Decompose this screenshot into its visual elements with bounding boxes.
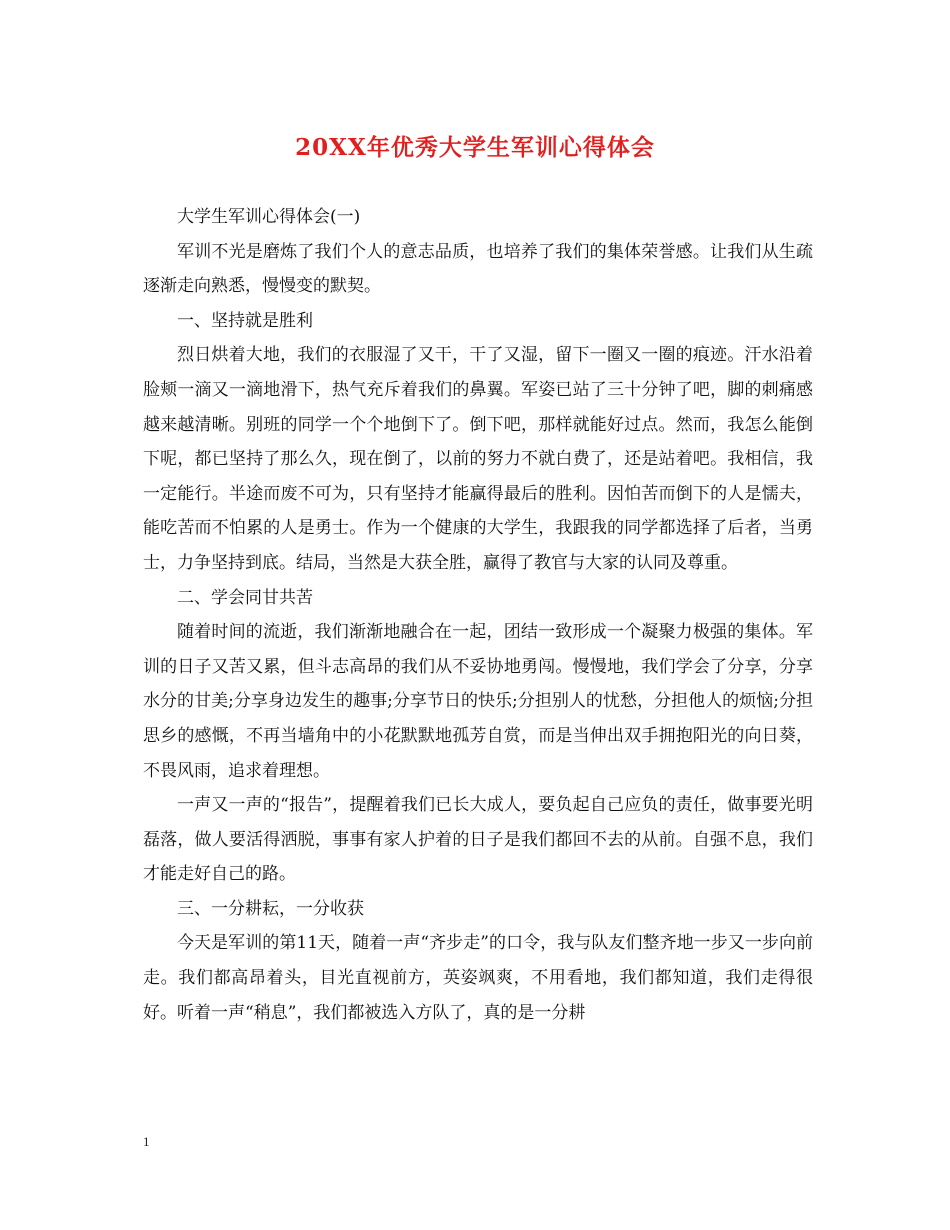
document-body (143, 200, 813, 1030)
section-heading: 三、一分耕耘，一分收获 (177, 898, 364, 919)
body-paragraph: 烈日烘着大地，我们的衣服湿了又干，干了又湿，留下一圈又一圈的痕迹。汗水沿着脸颊一滴又一滴地滑下，热气充斥着我们的鼻翼。军姿已站了三十分钟了吧，脚的刺痛感越来越清晰。别班的同学一个个地倒下了。倒下吧，那样就能好过点。然而，我怎么能倒下呢，都已坚持了那么久，现在倒了，以前的努力不就白费了，还是站着吧。我相信，我一定能行。半途而废不可为，只有坚持才能赢得最后的胜利。因怕苦而倒下的人是懦夫，能吃苦而不怕累的人是勇士。作为一个健康的大学生，我跟我的同学都选择了后者，当勇士，力争坚持到底。结局，当然是大获全胜，赢得了教官与大家的认同及尊重。 (143, 345, 813, 573)
section-heading: 二、学会同甘共苦 (177, 587, 313, 608)
body-paragraph: 一声又一声的“报告”，提醒着我们已长大成人，要负起自己应负的责任，做事要光明磊落，做人要活得洒脱，事事有家人护着的日子是我们都回不去的从前。自强不息，我们才能走好自己的路。 (143, 795, 813, 885)
body-paragraph: 随着时间的流逝，我们渐渐地融合在一起，团结一致形成一个凝聚力极强的集体。军训的日子又苦又累，但斗志高昂的我们从不妥协地勇闯。慢慢地，我们学会了分享，分享水分的甘美;分享身边发生的趣事;分享节日的快乐;分担别人的忧愁，分担他人的烦恼;分担思乡的感慨，不再当墙角中的小花默默地孤芳自赏，而是当伸出双手拥抱阳光的向日葵，不畏风雨，追求着理想。 (143, 622, 813, 781)
section-heading: 大学生军训心得体会(一) (177, 207, 361, 227)
page-number: 1 (143, 1134, 150, 1149)
section-heading: 一、坚持就是胜利 (177, 310, 313, 331)
body-paragraph: 今天是军训的第11天，随着一声“齐步走”的口令，我与队友们整齐地一步又一步向前走。我们都高昂着头，目光直视前方，英姿飒爽，不用看地，我们都知道，我们走得很好。听着一声“稍息”，我们都被选入方队了，真的是一分耕 (143, 933, 813, 1023)
document-title: 20XX年优秀大学生军训心得体会 (295, 134, 655, 161)
body-paragraph: 军训不光是磨炼了我们个人的意志品质，也培养了我们的集体荣誉感。让我们从生疏逐渐走向熟悉，慢慢变的默契。 (143, 241, 813, 297)
